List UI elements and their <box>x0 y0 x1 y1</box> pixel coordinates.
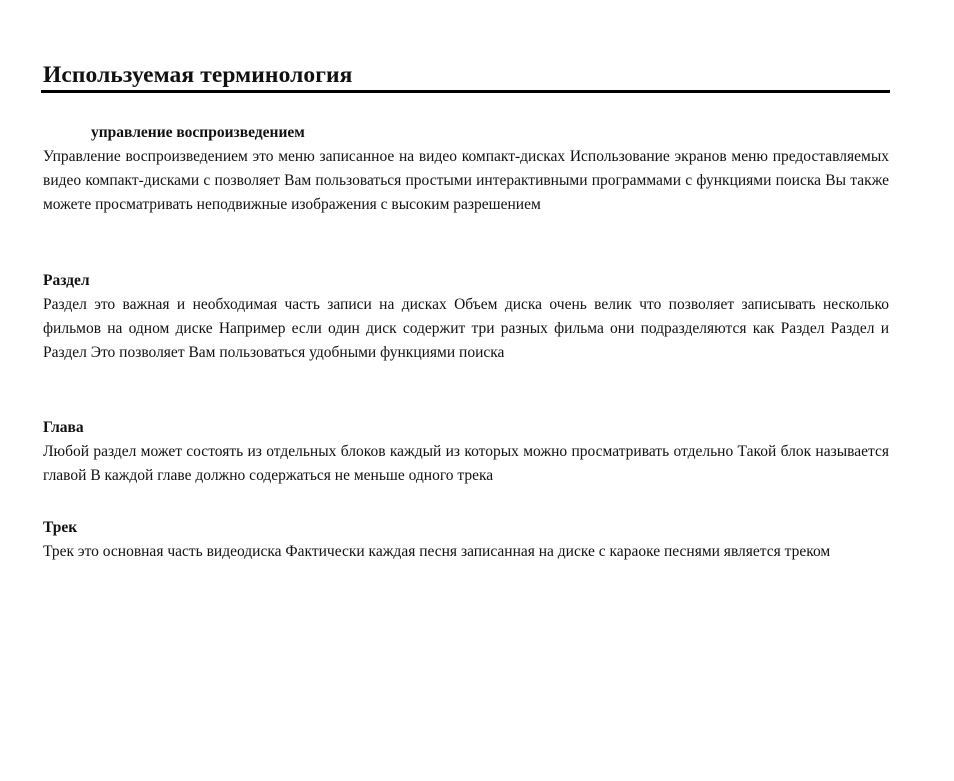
section-track <box>43 516 889 564</box>
page-title: Используемая терминология <box>43 62 353 88</box>
section-playback-control <box>43 121 889 217</box>
section-text: Трек это основная часть видеодиска Фактически каждая песня записанная на диске с караоке песнями является треком <box>43 543 831 560</box>
section-text: Раздел это важная и необходимая часть записи на дисках Объем диска очень велик что позволяет записывать несколько фильмов на одном диске Например если один диск содержит три разных фильма они подразделяются как Раздел Раздел и Раздел Это позволяет Вам пользоваться удобными функциями поиска <box>43 296 889 361</box>
section-heading: Глава <box>43 419 84 436</box>
section-heading: управление воспроизведением <box>91 124 305 141</box>
section-heading: Раздел <box>43 272 90 289</box>
section-title <box>43 269 889 365</box>
section-chapter <box>43 416 889 488</box>
title-underline <box>41 90 890 93</box>
section-text: Любой раздел может состоять из отдельных блоков каждый из которых можно просматривать отдельно Такой блок называется главой В каждой главе должно содержаться не меньше одного трека <box>43 443 889 484</box>
section-heading: Трек <box>43 519 78 536</box>
section-text: Управление воспроизведением это меню записанное на видео компакт-дисках Использование экранов меню предоставляемых видео компакт-дисками с позволяет Вам пользоваться простыми интерактивными программами с функциями поиска Вы также можете просматривать неподвижные изображения с высоким разрешением <box>43 148 889 213</box>
